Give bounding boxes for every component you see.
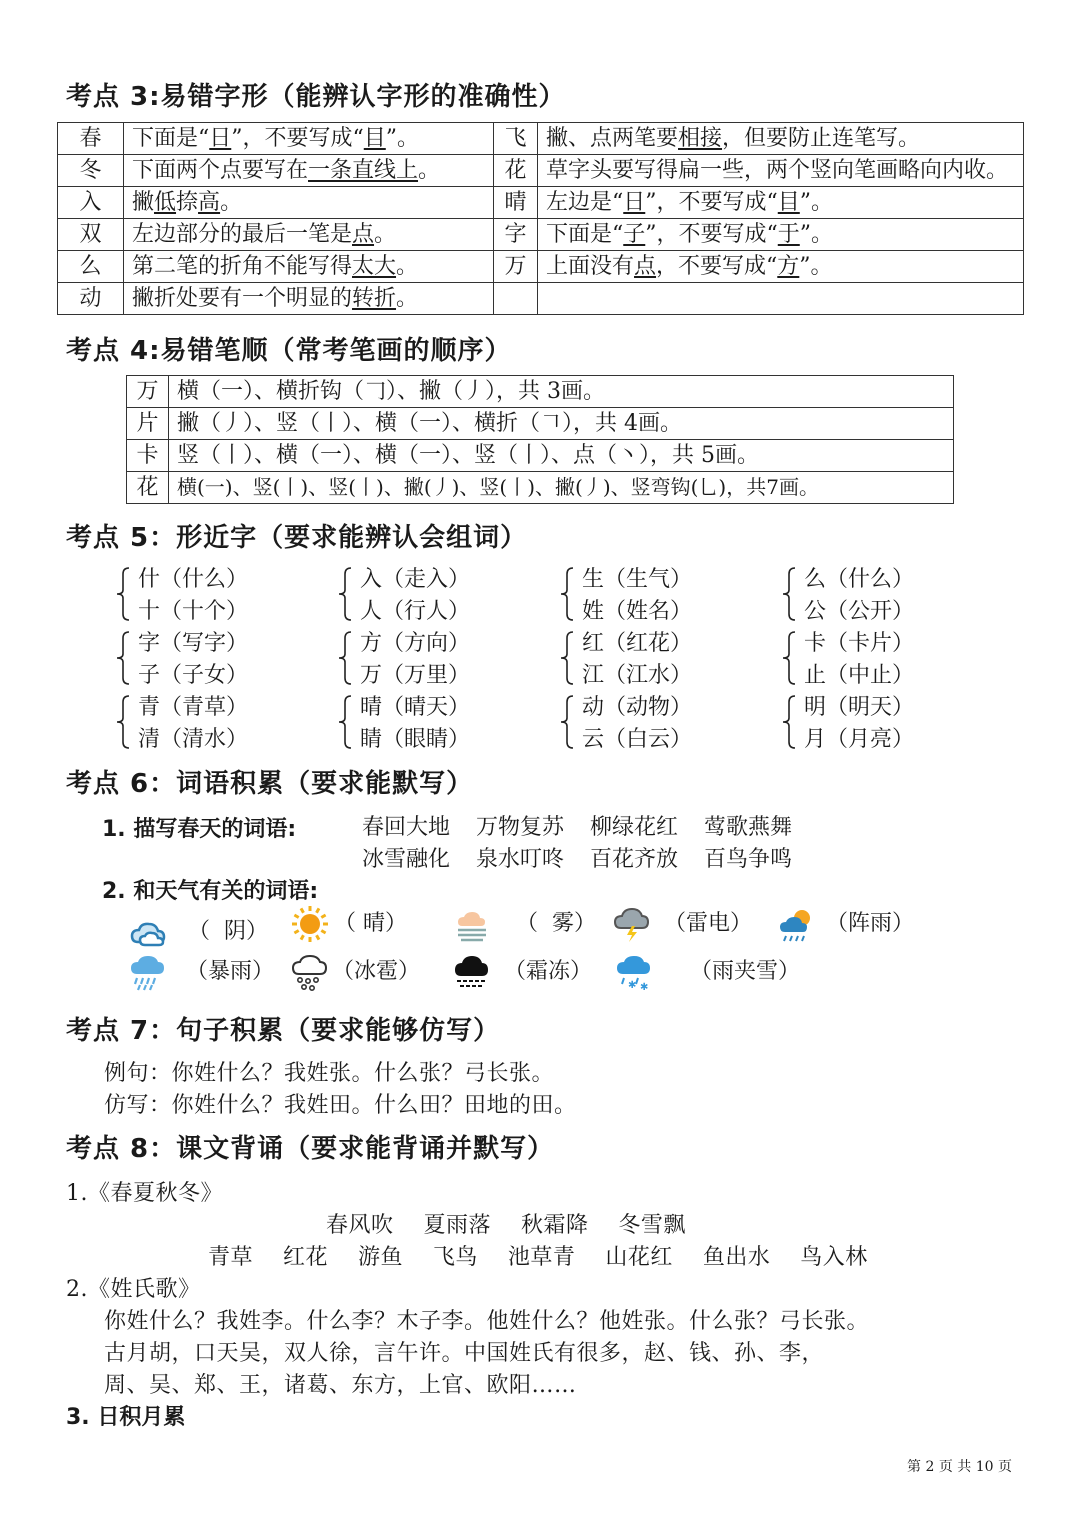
- rule-text: ”，不要写成“: [231, 126, 364, 151]
- weather-label: （暴雨）: [186, 959, 275, 984]
- svg-text:✱: ✱: [640, 982, 649, 992]
- shower-icon: [776, 904, 816, 944]
- poem2-line2: 古月胡，口天吴，双人徐，言午许。中国姓氏有很多，赵、钱、孙、李，: [104, 1341, 825, 1366]
- weather-label: （冰雹）: [332, 959, 421, 984]
- rule-text: 下面是“: [546, 222, 624, 247]
- hail-icon: [290, 952, 330, 992]
- char-cell: 飞: [494, 123, 538, 155]
- brace-icon: [116, 630, 130, 686]
- brace-icon: [560, 566, 574, 622]
- pair-word: 么（什么）: [804, 567, 915, 592]
- spring-words-row1: [362, 810, 818, 841]
- poem2-title: 2.《姓氏歌》: [66, 1277, 201, 1302]
- spring-words-label: 1. 描写春天的词语:: [102, 817, 297, 842]
- weather-item: [452, 904, 596, 944]
- rule-text: 左边部分的最后一笔是: [132, 222, 353, 247]
- pair-word: 入（走入）: [360, 567, 471, 592]
- stroke-order-cell: 横（一）、横折钩（𠃌）、撇（丿），共 3画。: [169, 376, 954, 408]
- s4-row: [127, 472, 954, 504]
- spring-word: 百花齐放: [590, 847, 679, 872]
- weather-item: [612, 904, 752, 944]
- rule-text: 捺: [176, 190, 199, 215]
- rule-cell: [538, 187, 1024, 219]
- rule-text: 撇、点两笔要: [546, 126, 679, 151]
- weather-label: （霜冻）: [504, 959, 593, 984]
- pair-word: 十（十个）: [138, 599, 249, 624]
- stroke-order-cell: 撇（丿）、竖（丨）、横（一）、横折（𠃍），共 4画。: [169, 408, 954, 440]
- sunny-icon: [290, 904, 330, 944]
- char-cell: 片: [127, 408, 169, 440]
- brace-icon: [782, 630, 796, 686]
- fog-icon: [452, 904, 492, 944]
- s3-row: [58, 283, 1024, 315]
- pair-word: 动（动物）: [582, 695, 693, 720]
- weather-words-label: 2. 和天气有关的词语:: [102, 879, 319, 904]
- s3-row: [58, 155, 1024, 187]
- brace-icon: [782, 694, 796, 750]
- brace-icon: [782, 566, 796, 622]
- s3-row: [58, 219, 1024, 251]
- weather-item: [128, 912, 268, 952]
- pair-word: 姓（姓名）: [582, 599, 693, 624]
- weather-label: （雷电）: [664, 911, 753, 936]
- rule-cell: [124, 251, 494, 283]
- s3-table: [57, 122, 1024, 315]
- brace-icon: [560, 694, 574, 750]
- rule-text: ，不要写成“: [656, 254, 778, 279]
- weather-item: [128, 952, 274, 992]
- char-cell: 么: [58, 251, 124, 283]
- s4-row: [127, 440, 954, 472]
- rule-text: ”。: [799, 222, 834, 247]
- rule-cell: [538, 219, 1024, 251]
- pair-word: 方（方向）: [360, 631, 471, 656]
- poem2-line3: 周、吴、郑、王，诸葛、东方，上官、欧阳……: [104, 1373, 577, 1398]
- section4-title: 考点 4:易错笔顺（常考笔画的顺序）: [66, 336, 512, 366]
- rule-text: ”。: [799, 190, 834, 215]
- brace-icon: [116, 694, 130, 750]
- pair-word: 字（写字）: [138, 631, 249, 656]
- s4-table: [126, 375, 954, 504]
- char-cell: 冬: [58, 155, 124, 187]
- pair-word: 人（行人）: [360, 599, 471, 624]
- pair-word: 睛（眼睛）: [360, 727, 471, 752]
- weather-label: （ 雾）: [516, 911, 596, 936]
- pair-word: 生（生气）: [582, 567, 693, 592]
- underlined-text: 转折: [352, 286, 397, 311]
- pair-word: 止（中止）: [804, 663, 915, 688]
- spring-word: 莺歌燕舞: [704, 815, 793, 840]
- stroke-order-cell: 竖（丨）、横（一）、横（一）、竖（丨）、点（丶），共 5画。: [169, 440, 954, 472]
- char-cell: 动: [58, 283, 124, 315]
- weather-item: [452, 952, 592, 992]
- page-footer: 第 2 页 共 10 页: [907, 1459, 1012, 1475]
- brace-icon: [338, 694, 352, 750]
- imitation-sentence: 仿写：你姓什么？我姓田。什么田？田地的田。: [104, 1093, 577, 1118]
- sleet-icon: [614, 952, 654, 992]
- s4-row: [127, 376, 954, 408]
- rule-text: ”。: [385, 126, 420, 151]
- pair-word: 晴（晴天）: [360, 695, 471, 720]
- weather-item: [614, 952, 800, 992]
- rule-cell: [538, 283, 1024, 315]
- spring-word: 百鸟争鸣: [704, 847, 793, 872]
- spring-word: 春回大地: [362, 815, 451, 840]
- rule-text: ”，不要写成“: [645, 222, 778, 247]
- rule-text: 左边是“: [546, 190, 624, 215]
- rule-text: ，但要防止连笔写。: [722, 126, 921, 151]
- weather-item: [290, 952, 420, 992]
- rule-cell: [124, 283, 494, 315]
- underlined-text: 相接: [678, 126, 723, 151]
- section5-title: 考点 5：形近字（要求能辨认会组词）: [66, 523, 528, 553]
- stroke-order-cell: 横(一)、竖(丨)、竖(丨)、撇(丿)、竖(丨)、撇(丿)、竖弯钩(乚)，共7画。: [169, 472, 954, 504]
- rule-text: ”。: [799, 254, 833, 279]
- char-cell: 晴: [494, 187, 538, 219]
- rule-text: 。: [220, 190, 243, 215]
- frost-icon: [452, 952, 492, 992]
- pair-word: 明（明天）: [804, 695, 915, 720]
- pair-word: 清（清水）: [138, 727, 249, 752]
- pair-word: 月（月亮）: [804, 727, 915, 752]
- underlined-text: 于: [777, 222, 800, 247]
- rule-text: 下面是“: [132, 126, 210, 151]
- poem2-line1: 你姓什么？我姓李。什么李？木子李。他姓什么？他姓张。什么张？弓长张。: [104, 1309, 870, 1334]
- weather-label: （阵雨）: [826, 911, 915, 936]
- spring-word: 冰雪融化: [362, 847, 451, 872]
- pair-word: 子（子女）: [138, 663, 249, 688]
- rule-text: 下面两个点要写在: [132, 158, 309, 183]
- rule-text: 。: [418, 158, 441, 183]
- rule-text: 。: [374, 222, 397, 247]
- weather-item: [776, 904, 914, 944]
- underlined-text: 高: [198, 190, 221, 215]
- underlined-text: 太大: [352, 254, 397, 279]
- char-cell: 入: [58, 187, 124, 219]
- spring-word: 万物复苏: [476, 815, 565, 840]
- s4-row: [127, 408, 954, 440]
- poem1-title: 1.《春夏秋冬》: [66, 1181, 223, 1206]
- pair-word: 万（万里）: [360, 663, 471, 688]
- rule-cell: [538, 123, 1024, 155]
- rule-text: 上面没有: [546, 254, 635, 279]
- underlined-text: 点: [634, 254, 657, 279]
- weather-label: （ 晴）: [334, 911, 407, 936]
- underlined-text: 低: [154, 190, 177, 215]
- spring-word: 柳绿花红: [590, 815, 679, 840]
- rule-text: 撇: [132, 190, 155, 215]
- spring-word: 泉水叮咚: [476, 847, 565, 872]
- rule-text: 。: [396, 286, 419, 311]
- weather-label: （ 阴）: [188, 919, 268, 944]
- spring-words-row2: [362, 842, 818, 873]
- poem1-line1: 春风吹 夏雨落 秋霜降 冬雪飘: [326, 1213, 686, 1238]
- pair-word: 公（公开）: [804, 599, 915, 624]
- underlined-text: 日: [623, 190, 646, 215]
- char-cell: 万: [494, 251, 538, 283]
- brace-icon: [116, 566, 130, 622]
- rule-cell: [124, 219, 494, 251]
- char-cell: 花: [494, 155, 538, 187]
- char-cell: 卡: [127, 440, 169, 472]
- section8-title: 考点 8：课文背诵（要求能背诵并默写）: [66, 1134, 555, 1164]
- brace-icon: [560, 630, 574, 686]
- svg-text:✱: ✱: [628, 980, 637, 991]
- pair-word: 江（江水）: [582, 663, 693, 688]
- char-cell: 万: [127, 376, 169, 408]
- cloudy-icon: [128, 912, 168, 952]
- brace-icon: [338, 566, 352, 622]
- pair-word: 青（青草）: [138, 695, 249, 720]
- rule-cell: [124, 155, 494, 187]
- underlined-text: 目: [777, 190, 800, 215]
- char-cell: 字: [494, 219, 538, 251]
- underlined-text: 日: [209, 126, 232, 151]
- underlined-text: 一条直线上: [308, 158, 419, 183]
- rule-text: ”，不要写成“: [645, 190, 778, 215]
- char-cell: 春: [58, 123, 124, 155]
- underlined-text: 目: [363, 126, 386, 151]
- pair-word: 卡（卡片）: [804, 631, 915, 656]
- example-sentence: 例句：你姓什么？我姓张。什么张？弓长张。: [104, 1061, 555, 1086]
- char-cell: 花: [127, 472, 169, 504]
- underlined-text: 方: [777, 254, 800, 279]
- item3-title: 3. 日积月累: [66, 1405, 186, 1430]
- poem1-line2: 青草 红花 游鱼 飞鸟 池草青 山花红 鱼出水 鸟入林: [208, 1245, 868, 1270]
- rule-cell: [124, 123, 494, 155]
- rule-cell: [538, 155, 1024, 187]
- rule-text: 。: [396, 254, 419, 279]
- section3-title: 考点 3:易错字形（能辨认字形的准确性）: [66, 82, 566, 112]
- thunderstorm-icon: [612, 904, 652, 944]
- char-cell: [494, 283, 538, 315]
- pair-word: 云（白云）: [582, 727, 693, 752]
- pair-word: 红（红花）: [582, 631, 693, 656]
- section7-title: 考点 7：句子积累（要求能够仿写）: [66, 1016, 501, 1046]
- rule-cell: [124, 187, 494, 219]
- weather-item: [290, 904, 407, 944]
- s3-row: [58, 251, 1024, 283]
- s3-row: [58, 187, 1024, 219]
- rule-text: 第二笔的折角不能写得: [132, 254, 353, 279]
- pair-word: 什（什么）: [138, 567, 249, 592]
- rule-text: 撇折处要有一个明显的: [132, 286, 353, 311]
- brace-icon: [338, 630, 352, 686]
- underlined-text: 子: [623, 222, 646, 247]
- s3-row: [58, 123, 1024, 155]
- char-cell: 双: [58, 219, 124, 251]
- rule-cell: [538, 251, 1024, 283]
- underlined-text: 点: [352, 222, 375, 247]
- rule-text: 草字头要写得扁一些，两个竖向笔画略向内收。: [546, 158, 1009, 183]
- section6-title: 考点 6：词语积累（要求能默写）: [66, 769, 474, 799]
- weather-label: （雨夹雪）: [690, 959, 801, 984]
- rainstorm-icon: [128, 952, 168, 992]
